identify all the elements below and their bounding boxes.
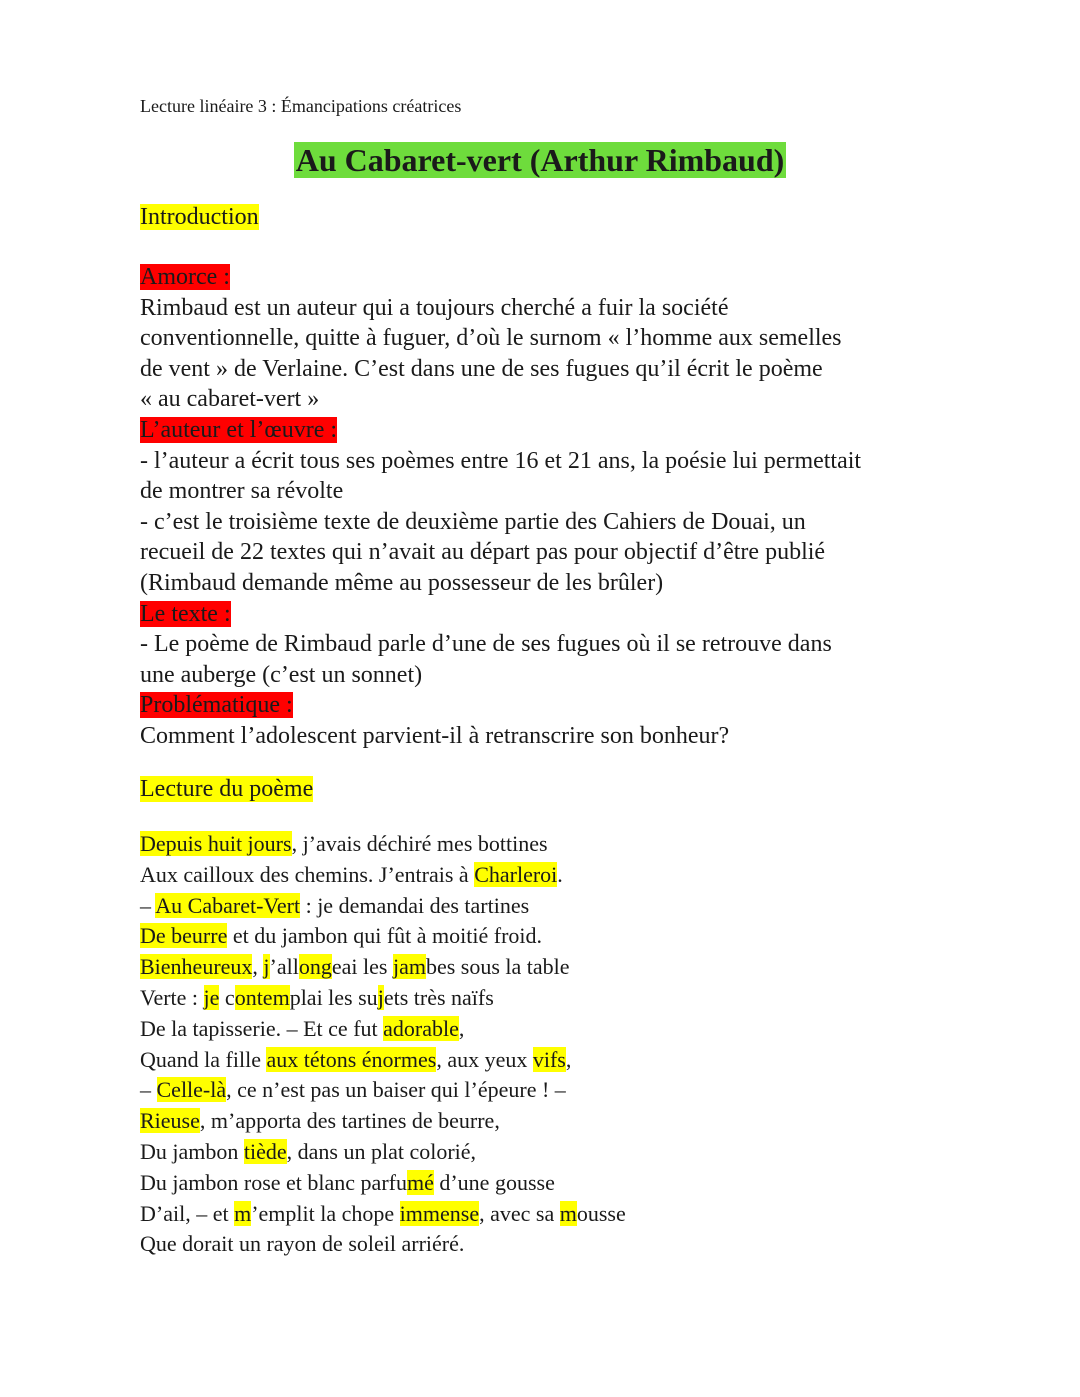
poem-highlight: aux tétons énormes (266, 1046, 437, 1072)
texte-line: une auberge (c’est un sonnet) (140, 661, 423, 688)
poem-segment: , aux yeux (436, 1046, 533, 1072)
poem-highlight: ontem (234, 984, 290, 1010)
poem-line (140, 983, 626, 1014)
poem-segment: , (565, 1046, 572, 1072)
poem-line (140, 860, 626, 891)
auteur-line: - c’est le troisième texte de deuxième partie des Cahiers de Douai, un (140, 508, 806, 535)
poem-highlight: immense (399, 1200, 480, 1226)
poem-line (140, 1106, 626, 1137)
poem-segment: d’une gousse (433, 1169, 555, 1195)
poem-highlight: De beurre (140, 923, 228, 949)
auteur-label: L’auteur et l’œuvre : (140, 416, 338, 443)
poem-highlight: tiède (243, 1138, 287, 1164)
poem-highlight: vifs (532, 1046, 566, 1072)
amorce-line: conventionnelle, quitte à fuguer, d’où le surnom « l’homme aux semelles (140, 325, 842, 352)
poem-highlight: Au Cabaret-Vert (155, 892, 301, 918)
poem-segment: , (458, 1015, 465, 1041)
poem-highlight: j (263, 954, 270, 980)
poem-line (140, 891, 626, 922)
poem-highlight: jam (392, 954, 426, 980)
poem-highlight: m (234, 1200, 252, 1226)
poem-highlight: je (203, 984, 220, 1010)
poem-segment: . (557, 861, 563, 887)
poem-segment: De la tapisserie. – Et ce fut (140, 1015, 384, 1041)
poem-segment: Du jambon rose et blanc parfu (140, 1169, 407, 1195)
amorce-label-line (140, 262, 960, 293)
poem-line (140, 1168, 626, 1199)
poem-line (140, 952, 626, 983)
poem-segment: , (252, 954, 264, 980)
poem-segment: Aux cailloux des chemins. J’entrais à (140, 861, 475, 887)
poem-highlight: Bienheureux (140, 954, 253, 980)
auteur-line: recueil de 22 textes qui n’avait au départ pas pour objectif d’être publié (140, 539, 826, 566)
texte-line: - Le poème de Rimbaud parle d’une de ses fugues où il se retrouve dans (140, 631, 832, 658)
poem-segment: c (219, 984, 235, 1010)
auteur-label-line (140, 415, 960, 446)
poem-line (140, 1014, 626, 1045)
poem-segment: , j’avais déchiré mes bottines (291, 831, 548, 856)
auteur-line: de montrer sa révolte (140, 478, 344, 505)
poem-segment: eai les (331, 954, 393, 980)
poem-segment: ousse (576, 1200, 626, 1226)
poem-segment: – (140, 892, 156, 918)
section-heading-introduction (140, 201, 259, 233)
poem-highlight: ong (298, 954, 332, 980)
poem-segment: bes sous la table (425, 954, 570, 980)
document-header: Lecture linéaire 3 : Émancipations créatrices (140, 96, 462, 116)
poem-highlight: mé (406, 1169, 434, 1195)
poem-segment: , avec sa (479, 1200, 560, 1226)
problematique-label: Problématique : (140, 692, 293, 719)
poem-segment: : je demandai des tartines (300, 892, 530, 918)
poem-highlight: m (559, 1200, 577, 1226)
amorce-label: Amorce : (140, 264, 230, 290)
section-heading-lecture (140, 773, 313, 805)
poem-segment: Quand la fille (140, 1046, 267, 1072)
poem-highlight: Celle-là (156, 1077, 227, 1103)
poem-segment: , m’apporta des tartines de beurre, (199, 1108, 500, 1134)
poem-highlight: j (377, 984, 384, 1010)
poem-line (140, 921, 626, 952)
poem-segment: plai les su (289, 984, 378, 1010)
poem-highlight: Charleroi (474, 861, 558, 887)
amorce-line: « au cabaret-vert » (140, 386, 320, 413)
problematique-label-line (140, 690, 960, 721)
poem-line (140, 1075, 626, 1106)
poem-segment: D’ail, – et (140, 1200, 235, 1226)
introduction-body (140, 262, 960, 752)
texte-label: Le texte : (140, 600, 231, 627)
introduction-heading: Introduction (140, 204, 259, 230)
poem-segment: Verte : (140, 984, 204, 1010)
poem-segment: Que dorait un rayon de soleil arriéré. (140, 1231, 465, 1257)
poem-segment: ’emplit la chope (251, 1200, 400, 1226)
amorce-line: Rimbaud est un auteur qui a toujours cherché a fuir la société (140, 294, 729, 321)
poem-highlight: Rieuse (140, 1108, 200, 1134)
poem-segment: , ce n’est pas un baiser qui l’épeure ! – (226, 1077, 566, 1103)
poem-line (140, 1045, 626, 1076)
poem-line (140, 829, 626, 860)
poem-line (140, 1199, 626, 1230)
poem-segment: Du jambon (140, 1138, 244, 1164)
poem-segment: – (140, 1077, 157, 1103)
poem-line (140, 1229, 626, 1260)
poem-highlight: Depuis huit jours (140, 831, 292, 856)
amorce-line: de vent » de Verlaine. C’est dans une de ses fugues qu’il écrit le poème (140, 355, 823, 382)
title-highlight: Au Cabaret-vert (Arthur Rimbaud) (295, 142, 785, 178)
poem-segment: et du jambon qui fût à moitié froid. (227, 923, 543, 949)
document-title (140, 138, 940, 182)
lecture-heading: Lecture du poème (140, 776, 314, 802)
auteur-line: (Rimbaud demande même au possesseur de les brûler) (140, 569, 664, 596)
poem-segment: , dans un plat colorié, (286, 1138, 477, 1164)
poem-segment: ets très naïfs (383, 984, 494, 1010)
poem-segment: ’all (269, 954, 299, 980)
texte-label-line (140, 599, 960, 630)
poem-text (140, 829, 626, 1260)
problematique-line: Comment l’adolescent parvient-il à retranscrire son bonheur? (140, 722, 730, 749)
auteur-line: - l’auteur a écrit tous ses poèmes entre 16 et 21 ans, la poésie lui permettait (140, 447, 862, 474)
poem-highlight: adorable (383, 1015, 459, 1041)
poem-line (140, 1137, 626, 1168)
